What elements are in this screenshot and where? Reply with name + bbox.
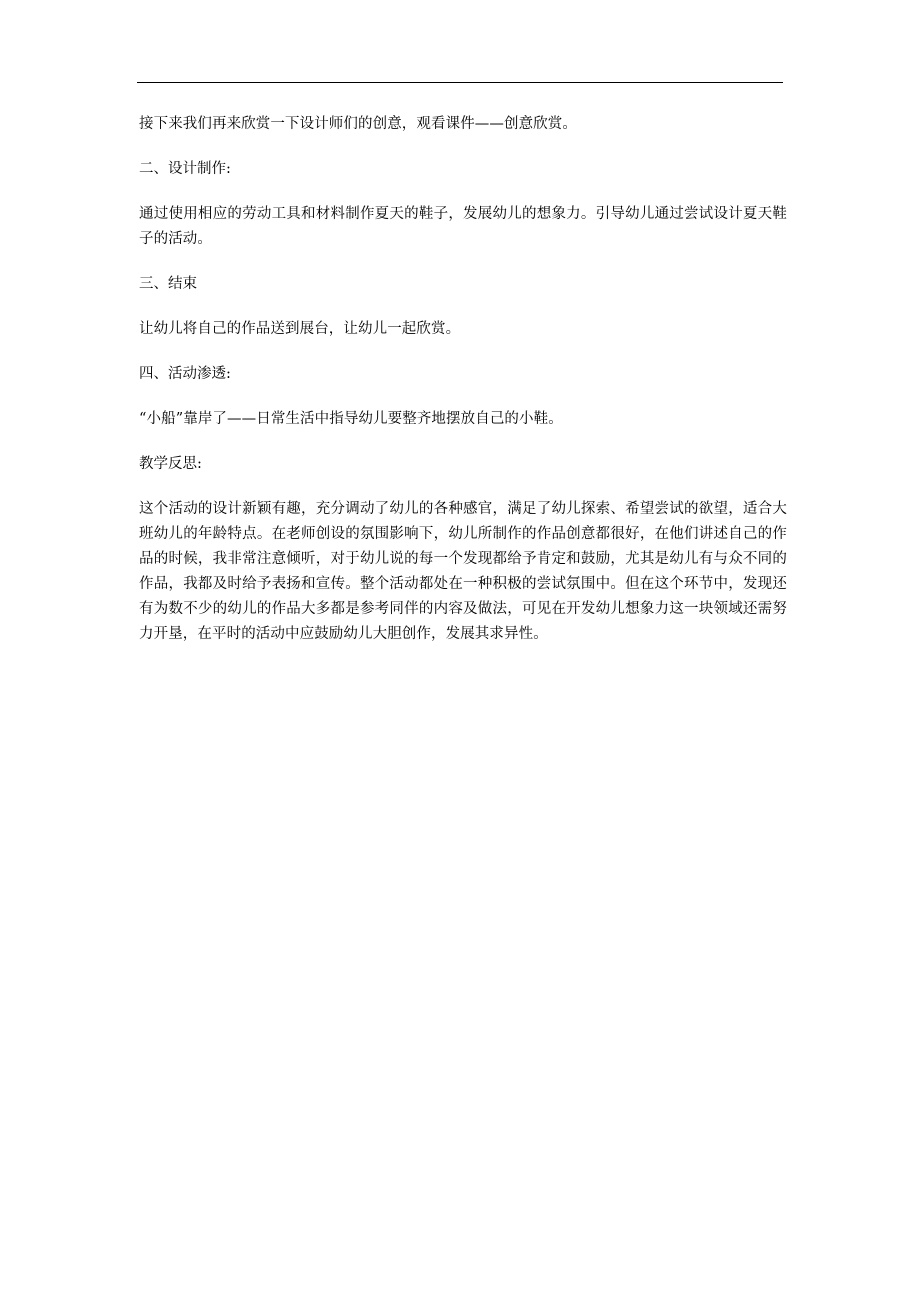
section-heading-activity-extension: 四、活动渗透: [139, 366, 231, 382]
paragraph-teaching-reflection: 这个活动的设计新颖有趣，充分调动了幼儿的各种感官，满足了幼儿探索、希望尝试的欲望，适合大班幼儿的年龄特点。在老师创设的氛围影响下，幼儿所制作的作品创意都很好，在他们讲述自己的作品的时候，我非常注意倾听，对于幼儿说的每一个发现都给予肯定和鼓励，尤其是幼儿有与众不同的作品，我都及时给予表扬和宣传。整个活动都处在一种积极的尝试氛围中。但在这个环节中，发现还有为数不少的幼儿的作品大多都是参考同伴的内容及做法，可见在开发幼儿想象力这一块领域还需努力开垦，在平时的活动中应鼓励幼儿大胆创作，发展其求异性。 [139, 501, 787, 642]
paragraph-design-making: 通过使用相应的劳动工具和材料制作夏天的鞋子，发展幼儿的想象力。引导幼儿通过尝试设计夏天鞋子的活动。 [139, 206, 787, 247]
paragraph-ending: 让幼儿将自己的作品送到展台，让幼儿一起欣赏。 [139, 321, 461, 337]
header-rule [137, 82, 783, 83]
section-heading-design-making: 二、设计制作: [139, 161, 231, 177]
paragraph-creative-appreciation: 接下来我们再来欣赏一下设计师们的创意，观看课件——创意欣赏。 [139, 116, 577, 132]
section-heading-teaching-reflection: 教学反思: [139, 456, 202, 472]
paragraph-activity-extension: “小船”靠岸了——日常生活中指导幼儿要整齐地摆放自己的小鞋。 [139, 411, 563, 427]
document-body [139, 112, 787, 667]
section-heading-ending: 三、结束 [139, 276, 197, 292]
